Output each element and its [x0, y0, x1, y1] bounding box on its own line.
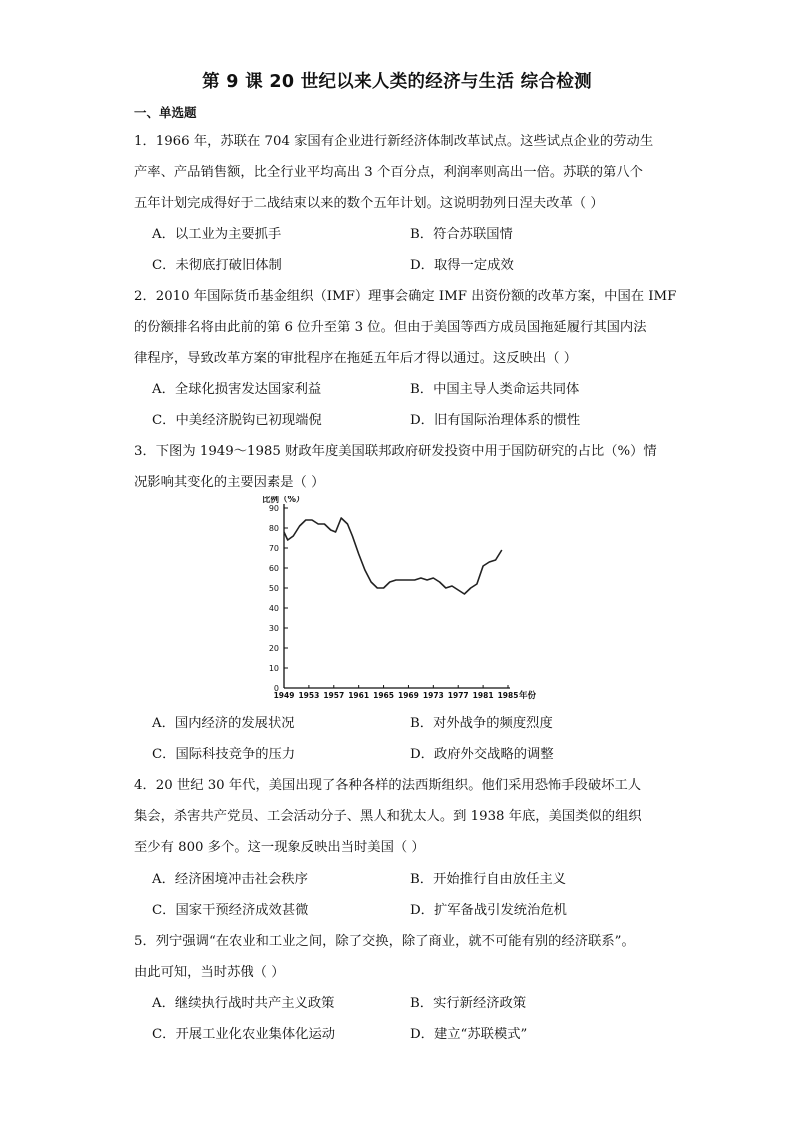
defense-rd-share-chart: [258, 496, 538, 706]
q1-line-3: 五年计划完成得好于二战结束以来的数个五年计划。这说明勃列日涅夫改革（ ）: [134, 196, 604, 211]
x-tick-label: 1981: [472, 691, 494, 700]
q3-option-b[interactable]: B．对外战争的频度烈度: [410, 716, 553, 731]
q5-line-1: 5．列宁强调“在农业和工业之间，除了交换，除了商业，就不可能有别的经济联系”。: [134, 934, 635, 949]
y-tick-label: 0: [273, 684, 279, 693]
q2-line-2: 的份额排名将由此前的第 6 位升至第 3 位。但由于美国等西方成员国拖延履行其国内法: [134, 320, 647, 335]
x-tick-label: 1965: [373, 691, 394, 700]
x-tick-label: 1961: [348, 691, 370, 700]
q1-line-2: 产率、产品销售额，比全行业平均高出 3 个百分点，利润率则高出一倍。苏联的第八个: [134, 165, 643, 180]
y-tick-label: 20: [268, 644, 279, 653]
q5-option-d[interactable]: D．建立“苏联模式”: [410, 1027, 528, 1042]
x-tick-label: 1949: [273, 691, 295, 700]
q4-line-3: 至少有 800 多个。这一现象反映出当时美国（ ）: [134, 840, 425, 855]
page-title: 第 9 课 20 世纪以来人类的经济与生活 综合检测: [202, 72, 592, 92]
q1-option-c[interactable]: C．未彻底打破旧体制: [152, 258, 282, 273]
q4-option-b[interactable]: B．开始推行自由放任主义: [410, 872, 567, 887]
y-tick-label: 60: [268, 564, 279, 573]
q2-option-c[interactable]: C．中美经济脱钩已初现端倪: [152, 413, 322, 428]
q2-option-a[interactable]: A．全球化损害发达国家利益: [152, 382, 322, 397]
q3-option-c[interactable]: C．国际科技竞争的压力: [152, 747, 296, 762]
q1-option-a[interactable]: A．以工业为主要抓手: [152, 227, 282, 242]
q2-line-1: 2．2010 年国际货币基金组织（IMF）理事会确定 IMF 出资份额的改革方案，中国在 IMF: [134, 289, 677, 304]
data-line-series-1: [284, 518, 502, 594]
q3-line-1: 3．下图为 1949～1985 财政年度美国联邦政府研发投资中用于国防研究的占比（%）情: [134, 444, 657, 459]
q3-option-d[interactable]: D．政府外交战略的调整: [410, 747, 554, 762]
y-tick-label: 40: [268, 604, 279, 613]
q5-option-c[interactable]: C．开展工业化农业集体化运动: [152, 1027, 336, 1042]
q5-option-b[interactable]: B．实行新经济政策: [410, 996, 527, 1011]
x-tick-label: 1985: [497, 691, 519, 700]
q3-option-a[interactable]: A．国内经济的发展状况: [152, 716, 295, 731]
x-tick-label: 1957: [323, 691, 345, 700]
x-tick-label: 1953: [298, 691, 320, 700]
q1-option-d[interactable]: D．取得一定成效: [410, 258, 514, 273]
y-axis-title: 比例（%）: [262, 496, 305, 505]
q2-option-b[interactable]: B．中国主导人类命运共同体: [410, 382, 580, 397]
q4-option-d[interactable]: D．扩军备战引发统治危机: [410, 903, 567, 918]
q1-line-1: 1．1966 年，苏联在 704 家国有企业进行新经济体制改革试点。这些试点企业的劳动生: [134, 134, 654, 149]
y-tick-label: 30: [268, 624, 279, 633]
section-heading: 一、单选题: [134, 105, 197, 120]
x-axis-title: 年份: [519, 691, 537, 701]
x-tick-label: 1977: [447, 691, 469, 700]
q4-option-a[interactable]: A．经济困境冲击社会秩序: [152, 872, 308, 887]
q5-option-a[interactable]: A．继续执行战时共产主义政策: [152, 996, 335, 1011]
x-tick-label: 1969: [398, 691, 419, 700]
q2-line-3: 律程序，导致改革方案的审批程序在拖延五年后才得以通过。这反映出（ ）: [134, 351, 578, 366]
y-tick-label: 80: [268, 524, 279, 533]
q4-line-1: 4．20 世纪 30 年代，美国出现了各种各样的法西斯组织。他们采用恐怖手段破坏工人: [134, 778, 642, 793]
q5-line-2: 由此可知，当时苏俄（ ）: [134, 965, 285, 980]
y-tick-label: 10: [268, 664, 279, 673]
q4-line-2: 集会，杀害共产党员、工会活动分子、黑人和犹太人。到 1938 年底，美国类似的组织: [134, 809, 642, 824]
q2-option-d[interactable]: D．旧有国际治理体系的惯性: [410, 413, 581, 428]
q4-option-c[interactable]: C．国家干预经济成效甚微: [152, 903, 309, 918]
y-tick-label: 50: [268, 584, 279, 593]
q1-option-b[interactable]: B．符合苏联国情: [410, 227, 513, 242]
y-tick-label: 90: [268, 504, 279, 513]
q3-line-2: 况影响其变化的主要因素是（ ）: [134, 475, 325, 490]
y-tick-label: 70: [268, 544, 279, 553]
x-tick-label: 1973: [422, 691, 444, 700]
